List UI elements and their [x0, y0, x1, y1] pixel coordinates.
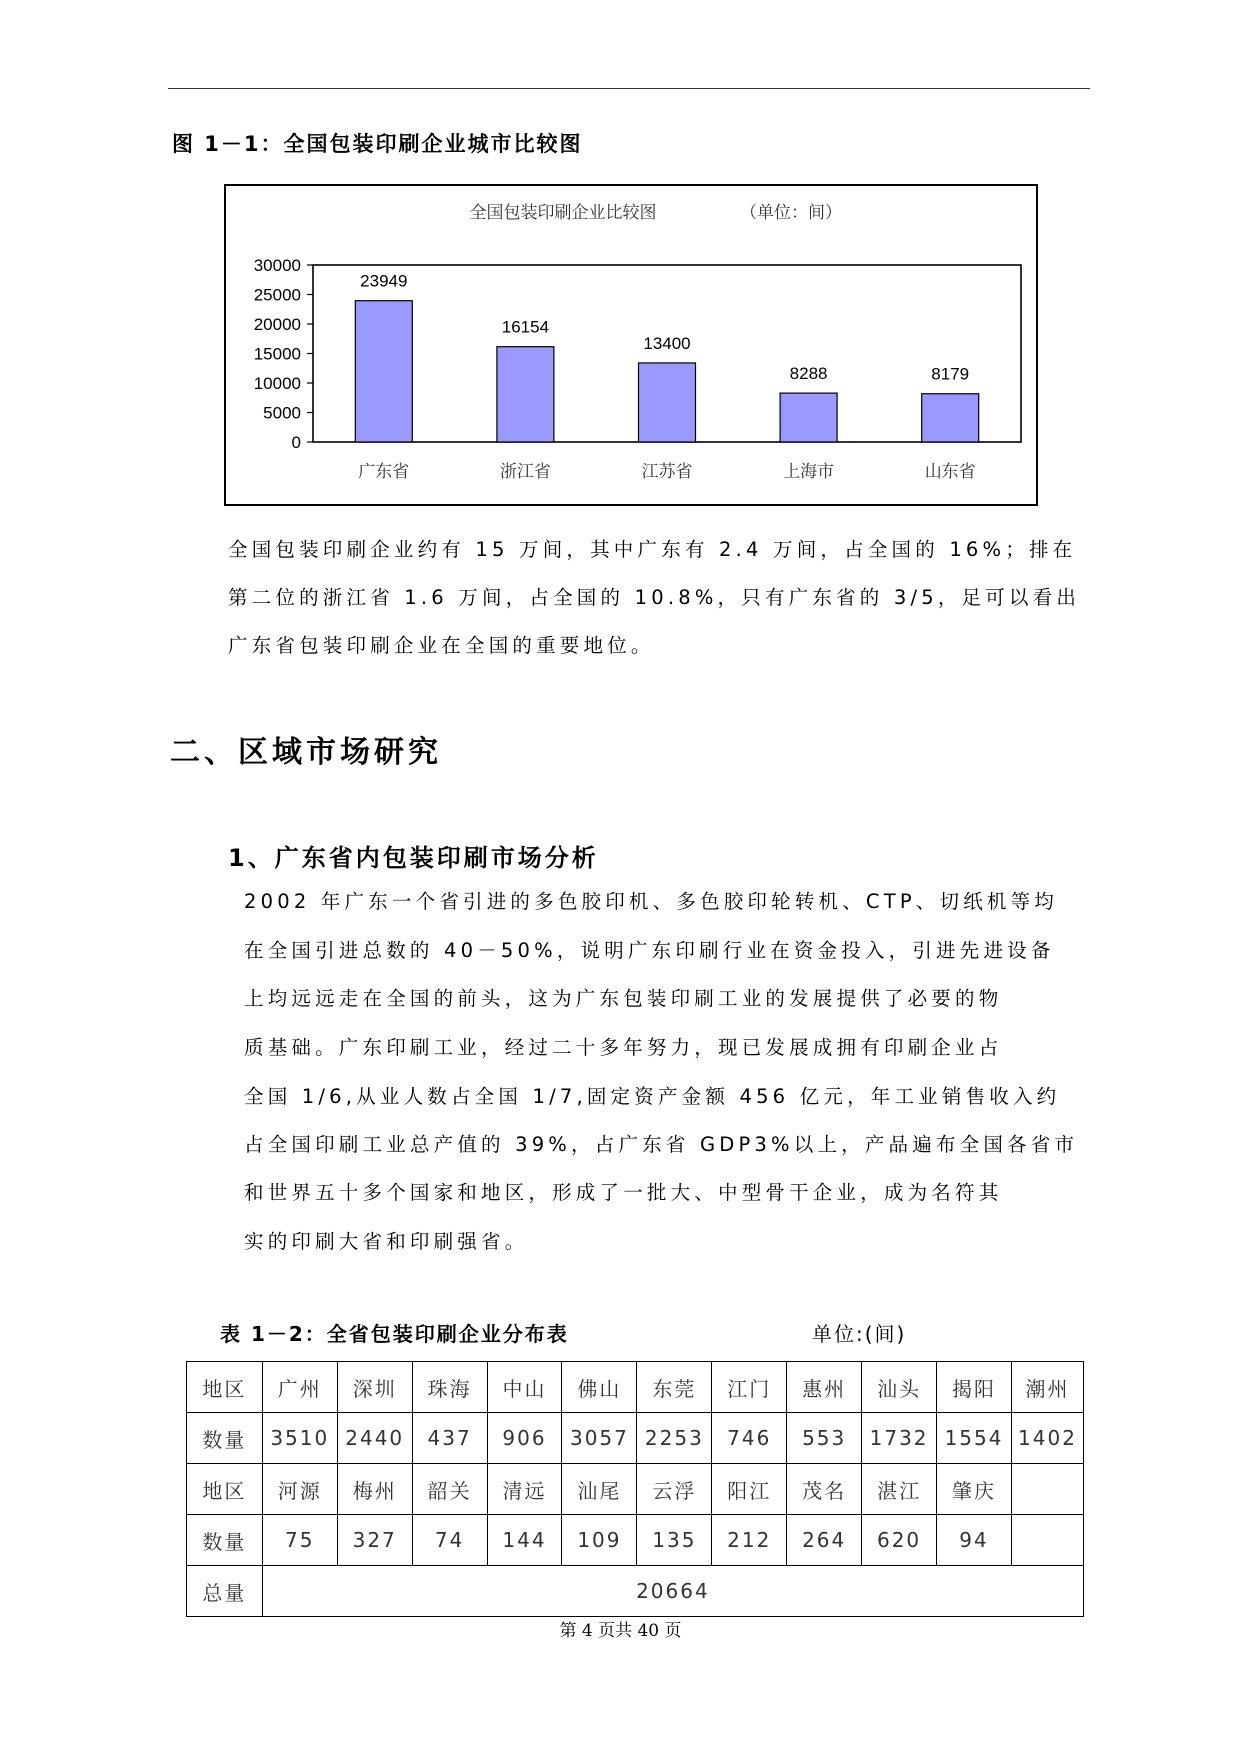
table-cell: 韶关	[412, 1464, 487, 1515]
table-cell: 湛江	[862, 1464, 937, 1515]
table-caption: 表 1－2：全省包装印刷企业分布表	[220, 1322, 569, 1346]
paragraph-line: 全国 1/6,从业人数占全国 1/7,固定资产金额 456 亿元，年工业销售收入约	[244, 1085, 1061, 1108]
section-heading: 二、区域市场研究	[170, 735, 442, 770]
y-tick-label: 20000	[253, 315, 301, 334]
data-label: 13400	[643, 333, 691, 353]
table-cell: 清远	[487, 1464, 562, 1515]
table-cell: 327	[337, 1515, 412, 1566]
table-cell: 珠海	[412, 1362, 487, 1413]
table-cell: 1554	[937, 1413, 1012, 1464]
x-tick-label: 上海市	[783, 462, 835, 482]
bar	[922, 394, 979, 442]
paragraph-line: 2002 年广东一个省引进的多色胶印机、多色胶印轮转机、CTP、切纸机等均	[244, 890, 1059, 913]
table-total-label: 总量	[187, 1566, 263, 1617]
table-cell: 肇庆	[937, 1464, 1012, 1515]
y-tick-label: 25000	[253, 285, 301, 305]
table-cell: 深圳	[337, 1362, 412, 1413]
y-tick-label: 10000	[253, 374, 301, 393]
y-tick-label: 0	[291, 433, 301, 452]
table-cell: 地区	[187, 1362, 263, 1413]
table-cell: 94	[937, 1515, 1012, 1566]
table-cell: 2253	[637, 1413, 712, 1464]
paragraph-line: 在全国引进总数的 40－50%，说明广东印刷行业在资金投入，引进先进设备	[244, 939, 1055, 962]
table-cell: 1732	[862, 1413, 937, 1464]
table-cell: 揭阳	[937, 1362, 1012, 1413]
table-cell: 河源	[262, 1464, 337, 1515]
y-tick-label: 30000	[253, 256, 301, 275]
bar-chart-svg	[226, 186, 1040, 508]
table-cell: 109	[562, 1515, 637, 1566]
paragraph-line: 占全国印刷工业总产值的 39%，占广东省 GDP3%以上，产品遍布全国各省市	[244, 1133, 1079, 1156]
table-cell: 144	[487, 1515, 562, 1566]
table-cell: 茂名	[787, 1464, 862, 1515]
table-cell: 264	[787, 1515, 862, 1566]
table-cell: 906	[487, 1413, 562, 1464]
table-cell: 3510	[262, 1413, 337, 1464]
bar	[639, 363, 696, 442]
x-tick-label: 江苏省	[641, 462, 693, 482]
table-cell: 437	[412, 1413, 487, 1464]
paragraph-line: 质基础。广东印刷工业，经过二十多年努力，现已发展成拥有印刷企业占	[244, 1036, 1003, 1059]
table-cell	[1011, 1515, 1083, 1566]
y-tick-label: 5000	[263, 403, 301, 423]
data-label: 8179	[931, 364, 970, 384]
paragraph-line: 全国包装印刷企业约有 15 万间，其中广东有 2.4 万间，占全国的 16%；排在	[228, 538, 1077, 561]
table-row	[187, 1515, 1084, 1566]
table-cell: 212	[712, 1515, 787, 1566]
table-row	[187, 1464, 1084, 1515]
chart-title: 全国包装印刷企业比较图	[469, 203, 657, 223]
y-tick-label: 15000	[253, 344, 301, 364]
distribution-table	[186, 1361, 1084, 1617]
table-cell: 佛山	[562, 1362, 637, 1413]
table-cell: 梅州	[337, 1464, 412, 1515]
table-cell: 数量	[187, 1413, 263, 1464]
table-unit: 单位:(间)	[812, 1322, 907, 1346]
figure-caption: 图 1－1：全国包装印刷企业城市比较图	[172, 132, 583, 156]
table-cell: 江门	[712, 1362, 787, 1413]
paragraph-line: 第二位的浙江省 1.6 万间，占全国的 10.8%，只有广东省的 3/5，足可以看出	[228, 586, 1081, 609]
data-label: 16154	[501, 317, 550, 337]
table-row	[187, 1413, 1084, 1464]
table-cell: 553	[787, 1413, 862, 1464]
table-row	[187, 1362, 1084, 1413]
bar	[355, 301, 412, 442]
table-cell: 惠州	[787, 1362, 862, 1413]
x-tick-label: 浙江省	[499, 462, 551, 482]
table-cell: 地区	[187, 1464, 263, 1515]
chart-unit-label: （单位：间）	[740, 203, 842, 223]
bar-chart	[224, 184, 1038, 506]
table-cell: 135	[637, 1515, 712, 1566]
table-total-row	[187, 1566, 1084, 1617]
page-footer: 第 4 页共 40 页	[559, 1621, 682, 1641]
data-label: 8288	[789, 364, 828, 384]
table-cell: 74	[412, 1515, 487, 1566]
table-cell: 汕尾	[562, 1464, 637, 1515]
paragraph-line: 和世界五十多个国家和地区，形成了一批大、中型骨干企业，成为名符其	[244, 1181, 1003, 1204]
table-cell: 中山	[487, 1362, 562, 1413]
table-cell: 746	[712, 1413, 787, 1464]
bar	[497, 347, 554, 442]
bar	[780, 393, 837, 442]
table-cell: 1402	[1011, 1413, 1083, 1464]
table-cell: 75	[262, 1515, 337, 1566]
table-cell: 620	[862, 1515, 937, 1566]
table-total-value: 20664	[262, 1566, 1083, 1617]
x-tick-label: 广东省	[358, 462, 410, 482]
table-cell: 云浮	[637, 1464, 712, 1515]
data-label: 23949	[360, 271, 408, 291]
paragraph-line: 广东省包装印刷企业在全国的重要地位。	[228, 634, 655, 657]
paragraph-line: 上均远远走在全国的前头，这为广东包装印刷工业的发展提供了必要的物	[244, 987, 1003, 1010]
table-cell: 数量	[187, 1515, 263, 1566]
table-cell: 汕头	[862, 1362, 937, 1413]
table-cell: 潮州	[1011, 1362, 1083, 1413]
table-cell: 阳江	[712, 1464, 787, 1515]
table-cell: 2440	[337, 1413, 412, 1464]
table-cell: 3057	[562, 1413, 637, 1464]
paragraph-line: 实的印刷大省和印刷强省。	[244, 1230, 529, 1253]
x-tick-label: 山东省	[924, 462, 976, 482]
table-cell: 东莞	[637, 1362, 712, 1413]
table-cell	[1011, 1464, 1083, 1515]
table-cell: 广州	[262, 1362, 337, 1413]
header-rule	[168, 88, 1090, 89]
subsection-heading: 1、广东省内包装印刷市场分析	[228, 844, 599, 872]
